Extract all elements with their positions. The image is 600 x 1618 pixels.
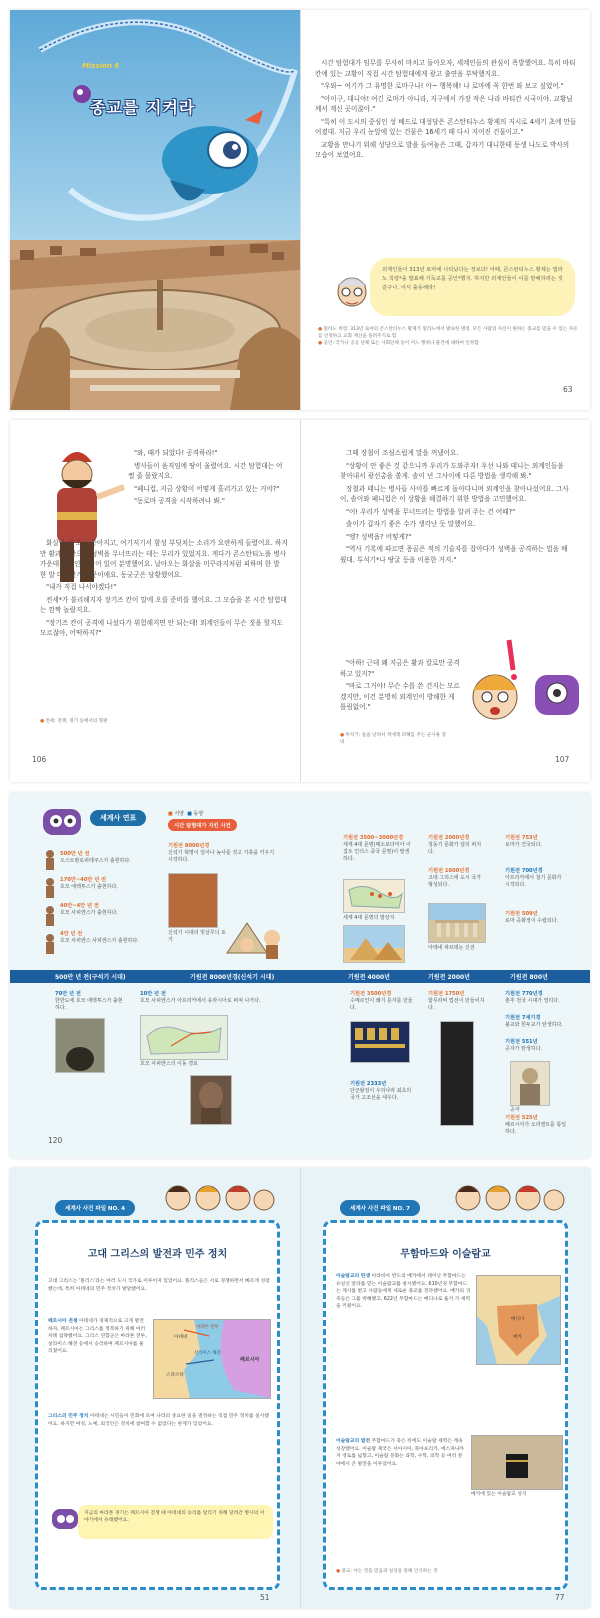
card-point: 이슬람교의 발전 무함마드가 죽은 뒤에도 이슬람 세력은 계속 성장했어요. 이슬람 제국은 서아시아, 북아프리카, 에스파냐까지 영토를 넓혔고, 이슬람 문화는 과학, 수학, 의학 등 여러 분야에서 큰 발전을 이루었어요. [336, 1439, 465, 1467]
page-fold [300, 420, 301, 782]
map-shape [344, 880, 404, 912]
robot-mascot-image [50, 1505, 80, 1533]
migration-map-shape [141, 1016, 227, 1059]
cave-shape [56, 1019, 104, 1072]
paragraph: 전세*가 불리해지자 장기즈 칸이 말에 오를 준비를 했어요. 그 모습을 본 시간 탐험대는 깜짝 놀랐지요. [40, 595, 287, 614]
info-card [35, 1220, 280, 1590]
standard-of-ur-image [350, 1021, 410, 1063]
parthenon-image [428, 903, 486, 943]
story-text-right-lower [340, 658, 460, 715]
image-caption: 공자 [510, 1107, 520, 1113]
image-caption: 호모 사피엔스의 이동 경로 [140, 1061, 198, 1067]
human-evolution-icons [40, 848, 60, 958]
professor-character-image [332, 272, 372, 314]
event-item: 기원전 1600년경 고대 그리스에 도시 국가 형성되다. [428, 868, 482, 888]
story-text-left [128, 448, 288, 509]
caveman-characters-image [222, 903, 292, 963]
paragraph: "우와~ 여기가 그 유명한 로마구나! 아~ 행복해! 나 로마에 꼭 한번 와 보고 싶었어." [321, 82, 564, 90]
timeline-subtitle: 시간 탐험대가 지킨 사건 [168, 819, 237, 831]
story-text-left-lower [40, 538, 288, 641]
page-number: 120 [48, 1136, 63, 1145]
info-card [323, 1220, 568, 1590]
map-label: 메디나 [511, 1317, 525, 1322]
page-fold [300, 1168, 301, 1608]
explorer-team-image [450, 1180, 570, 1220]
event-item: 40만~4만 년 전 호모 사피엔스가 출현하다. [60, 903, 118, 916]
kaaba-shape [472, 1436, 562, 1489]
image-caption: 세계 4대 문명의 발상지 [343, 915, 395, 921]
timeline-period-label: 기원전 4000년 [348, 974, 390, 981]
event-item: 기원전 700년경 아프리카에서 철기 문화가 시작되다. [505, 868, 562, 888]
map-label: 아테네 [174, 1335, 188, 1340]
book-spread-2 [10, 420, 590, 782]
confucius-image [510, 1061, 550, 1106]
card-title: 고대 그리스의 발전과 민주 정치 [87, 1249, 228, 1260]
mission-label: Mission 6 [82, 62, 120, 70]
paragraph: "와, 때가 되었다! 공격하라!" [134, 449, 218, 457]
footnote: ● 투석기: 돌을 날려서 적에게 피해를 주는 군사용 장비 [340, 733, 447, 745]
book-spread-files [10, 1168, 590, 1608]
bust-shape [191, 1076, 231, 1124]
image-caption: 메카에 있는 이슬람교 성지 [471, 1492, 527, 1497]
card-title: 무함마드와 이슬람교 [400, 1249, 491, 1260]
event-item: 기원전 2333년 단군왕검이 우리나라 최초의 국가 고조선을 세우다. [350, 1081, 412, 1101]
card-intro: 고대 그리스는 '폴리스'라는 여러 도시 국가로 이루어져 있었어요. 폴리스들은 서로 경쟁하면서 빠르게 성장했는데, 특히 아테네의 민주 정치가 발달했어요. [48, 1279, 270, 1292]
event-item: 기원전 770년경 춘추 전국 시대가 열리다. [505, 991, 560, 1004]
timeline-header: 세계사 연표 [90, 810, 146, 826]
card-point: 이슬람교의 탄생 아라비아 반도의 메카에서 태어난 무함마드는 유일신 알라를 믿는 이슬람교를 창시했어요. 610년경 무함마드는 계시를 받고 사람들에게 새로운 종교를 전파했어요. 메카의 귀족들은 그를 박해했고, 622년 무함마드는 메디나로 옮겨 가 세력을 키웠어요. [336, 1274, 471, 1310]
skull-bust-image [190, 1075, 232, 1125]
event-item: 500만 년 전 오스트랄로피테쿠스가 출현하다. [60, 851, 131, 864]
migration-map-image [140, 1015, 228, 1060]
chapter-title: 종교를 지켜라 [90, 98, 196, 117]
image-caption: 아테네 파르테논 신전 [428, 945, 475, 951]
event-item: 기원전 551년 공자가 탄생하다. [505, 1039, 542, 1052]
paragraph: 장철과 태니는 병사들 사이를 빠르게 돌아다니며 외계인을 찾아나섰어요. 그사이, 솔이와 페니컵은 이 상황을 해결하기 위한 방법을 고민했어요. [340, 484, 569, 503]
event-item: 기원전 1750년 함무라비 법전이 만들어지다. [428, 991, 485, 1011]
mosaic-shape [351, 1022, 409, 1062]
paragraph: 화살이 비 오듯 쏟아지고, 여기저기서 함성 부딪치는 소리가 요란하게 들렸어요. 하지만 활과 칼만으로 성벽을 무너뜨리는 데는 무리가 있었지요. 게다가 콘스탄티노플 병사 가운데 외계인이 끼어 있어 분명했어요. 날아오는 화살을 미꾸라지처럼 피하며 한 발 한 발 다가왔기 때문이에요. 동궁군은 당황했어요. [40, 539, 288, 579]
robot-mascot-image [38, 801, 88, 841]
tip-speech-box: 외계인들이 313년 로마에 나타났다는 정보다! 어때, 콘스탄티누스 황제는 밀라노 칙령*을 발표해 기독교를 공인*했지. 하지만 외계인들이 이를 방해하려는 것 같구나. 어서 출동해라! [370, 258, 575, 316]
story-text-right [340, 448, 570, 567]
paragraph: 솔이가 갑자기 좋은 수가 생각난 듯 말했어요. [346, 520, 476, 528]
timeline-period-label: 기원전 8000년경(신석기 시대) [190, 974, 275, 981]
page-number-right: 77 [555, 1593, 565, 1602]
pottery-image [168, 873, 218, 928]
page-number-left: 51 [260, 1593, 270, 1602]
event-item: 170만~40만 년 전 호모 에렉투스가 출현하다. [60, 877, 118, 890]
event-item: 10만 년 전 호모 사피엔스가 아프리카에서 유라시아로 퍼져 나가다. [140, 991, 261, 1004]
file-tag: 세계사 사건 파일 NO. 7 [340, 1200, 420, 1216]
civilization-map-image [343, 879, 405, 913]
footnote: ● 종교: 아는 것을 믿음과 일상을 통해 인식하는 것 [336, 1569, 438, 1574]
arabia-map-image [476, 1275, 561, 1365]
paragraph: "특히 이 도시의 중심인 성 베드로 대성당은 콘스탄티누스 황제의 지시로 4세기 초에 만들어졌대. 지금 우리 눈앞에 있는 건물은 16세기 때 다시 지어진 건물이고." [315, 117, 577, 136]
event-item: 기원전 753년 로마가 건국되다. [505, 835, 542, 848]
timeline-period-label: 500만 년 전(구석기 시대) [55, 974, 126, 981]
image-caption: 신석기 시대의 빗살무늬 토기 [168, 930, 226, 943]
pyramid-image [343, 925, 405, 963]
page-fold [300, 10, 301, 410]
event-item: 기원전 2000년경 청동기 문화가 널리 퍼지다. [428, 835, 482, 855]
explorer-team-image [160, 1180, 280, 1220]
map-label: 스파르타 [166, 1373, 184, 1378]
footnote: ● 공인: 국가나 공공 단체 또는 사회단체 등이 어느 행위나 물건에 대하여 인정함 [318, 341, 479, 346]
page-number-left: 106 [32, 755, 47, 764]
event-item: 기원전 3500~3000년경 세계 4대 문명(메소포타미아 이집트 인더스 중국 문명)이 발생하다. [343, 835, 411, 862]
legend-east-marker: ■ [187, 811, 192, 817]
map-label: 메카 [513, 1335, 522, 1340]
event-item: 기원전 8000년경 신석기 혁명이 일어나 농사를 짓고 가축을 키우기 시작하다. [168, 843, 275, 863]
pyramid-shape [344, 926, 404, 962]
vatican-scene-image [10, 10, 300, 410]
map-label: 살라미스 해전 [194, 1351, 221, 1356]
story-text [315, 58, 577, 163]
page-number-right: 107 [555, 755, 570, 764]
event-item: 기원전 509년 로마 공화정이 수립되다. [505, 911, 559, 924]
paragraph: "장기즈 칸이 공격에 나섰다가 위험해지면 안 되는데! 외계인들이 무슨 짓을 할지도 모르잖아, 어떡하지?" [40, 618, 283, 637]
footnotes [318, 326, 578, 347]
paragraph: "엥? 성벽을? 어떻게?" [346, 532, 412, 541]
card-point: 그리스의 민주 정치 아테네는 시민들이 민회에 모여 나라의 중요한 일을 결정하는 직접 민주 정치를 실시했어요. 하지만 여성, 노예, 외국인은 정치에 참여할 수 없었다는 한계가 있었어요. [48, 1414, 269, 1427]
paragraph: "페니컵, 지금 상황이 어떻게 흘러가고 있는 거야?" [134, 484, 280, 493]
paragraph: "역사 기록에 따르면 몽골은 적의 기술자를 잡아다가 성벽을 공격하는 법을 배웠대. 투석기*나 땅굴 등을 이용한 거지." [340, 545, 568, 564]
timeline-bar [10, 970, 590, 983]
paragraph: "어! 우리가 성벽을 무너뜨리는 방법을 알려 주는 건 어때?" [346, 507, 516, 516]
kaaba-image [471, 1435, 563, 1490]
event-item: 기원전 7세기경 불교와 힌두교가 탄생하다. [505, 1015, 563, 1028]
timeline-legend: ■ 서양 ■ 동양 [168, 811, 204, 817]
map-label: 마라톤 전투 [196, 1325, 219, 1330]
map-label: 페르시아 [240, 1357, 260, 1363]
book-spread-1 [10, 10, 590, 410]
timeline-period-label: 기원전 2000년 [428, 974, 470, 981]
paragraph: 시간 탐험대가 임무를 무사히 마치고 돌아오자, 세계인들의 관심이 폭발했어요. 특히 바티칸에 있는 교황이 직접 시간 탐험대에게 광고 출연을 부탁했지요. [315, 59, 576, 78]
paragraph: "아이구, 대니야! 여긴 로마가 아니라, 지구에서 가장 작은 나라 바티칸 시국이야. 교황님께서 계신 곳이잖아." [315, 94, 573, 113]
timeline-period-label: 기원전 800년 [510, 974, 548, 981]
paragraph: "상황이 안 좋은 것 같으니까 우리가 도와주자! 우선 나와 태니는 외계인들을 찾아내서 광선총을 쏠게. 솔이 넌 그사이에 다른 방법을 생각해 봐." [340, 461, 564, 480]
file-tag: 세계사 사건 파일 NO. 4 [55, 1200, 135, 1216]
footnote: ● 밀라노 칙령: 313년 로마의 콘스탄티누스 황제가 밀라노에서 발표한 명령. 모든 사람의 자신이 원하는 종교를 믿을 수 있는 자유를 인정하고 교회 재산을 돌려주기로 함 [318, 327, 578, 339]
greece-map-image [153, 1319, 271, 1399]
legend-west-marker: ■ [168, 811, 173, 817]
paragraph: 병사들이 움직임에 땅이 울렸어요. 시간 탐험대는 어쩔 줄 몰랐지요. [128, 461, 283, 480]
card-point: 페르시아 전쟁 아테네가 경제적으로 크게 발전하자, 페르시아는 그리스를 정복하기 위해 여러 차례 침략했어요. 그리스 연합군은 마라톤 전투, 살라미스 해전 등에서 승리하며 페르시아를 물리쳤어요. [48, 1319, 147, 1355]
paragraph: 그때 장철이 조심스럽게 말을 꺼냈어요. [346, 449, 459, 457]
footnote: ● 전세: 전쟁, 경기 등에서의 형편 [40, 719, 108, 724]
paragraph: "바로 그거야! 무슨 수를 쓴 건지는 모르겠지만, 이건 분명히 외계인이 방해한 게 틀림없어." [340, 682, 460, 711]
vatican-illustration [10, 10, 300, 410]
event-item: 기원전 3500년경 수메르인이 쐐기 문자를 만들다. [350, 991, 413, 1011]
confucius-shape [511, 1062, 549, 1105]
paragraph: "동로마 공격을 시작하려나 봐." [134, 497, 225, 505]
hammurabi-stele-image [440, 1021, 474, 1126]
event-item: 4만 년 전 호모 사피엔스 사피엔스가 출현하다. [60, 931, 139, 944]
paragraph: "내가 직접 나서야겠다!" [46, 583, 117, 591]
quiz-box: 지금의 마라톤 경기는 페르시아 전쟁 때 아테네의 승리를 알리기 위해 달려간 병사의 이야기에서 유래했어요. [78, 1505, 273, 1539]
book-spread-timeline [10, 793, 590, 1158]
parthenon-shape [429, 904, 485, 942]
event-item: 기원전 525년 페르시아가 오리엔트를 통일하다. [505, 1115, 567, 1135]
page-number: 63 [563, 385, 573, 394]
paragraph: 교황을 만나기 위해 성당으로 발을 들여놓은 그때, 갑자기 대니한테 동생 나도로 박사의 모습이 보였어요. [315, 140, 570, 159]
characters-surprised-image [465, 635, 585, 730]
paragraph: "아하! 근데 왜 지금은 활과 칼로만 공격하고 있지?" [340, 659, 460, 678]
event-item: 70만 년 전 한반도에 호모 에렉투스가 출현하다. [55, 991, 123, 1011]
cave-image [55, 1018, 105, 1073]
